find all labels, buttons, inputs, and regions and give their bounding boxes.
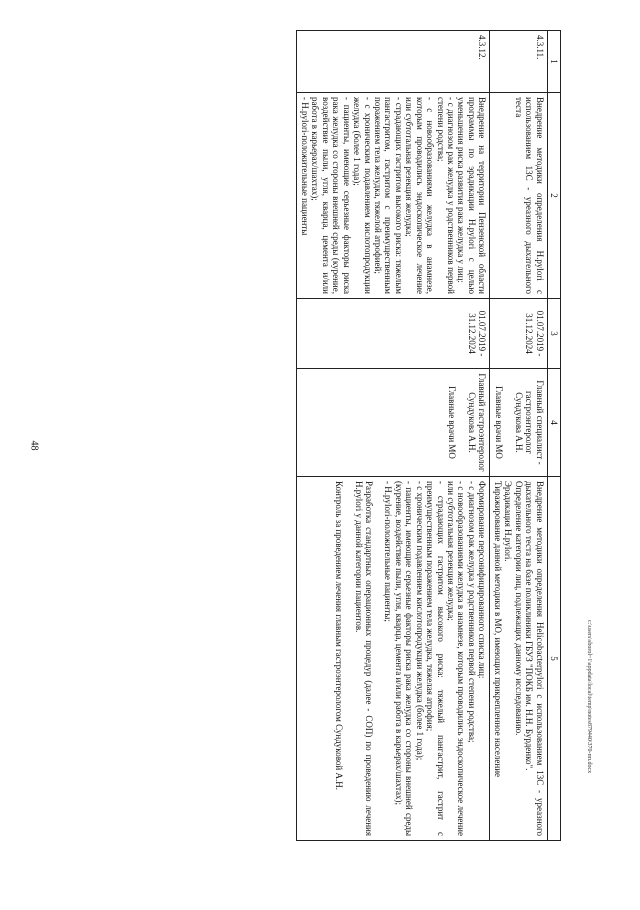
result-text: - страдающих гастритом высокого риска: тяжелый пангастрит, гастрит с преимущественным поражением тела желудка, тяжелая атрофия;	[425, 481, 446, 836]
result-text: Определение категории лиц, подлежащих данному исследованию.	[513, 481, 524, 736]
header-cell: 3	[547, 299, 560, 369]
row-number: 4.3.11.	[490, 31, 547, 93]
result-text: - с диагнозом рак желудка у родственников первой степени родства;	[466, 481, 477, 743]
measure-text: - с новообразованиями желудка в анамнезе, которым проводились эндоскопическое лечение или субтотальная резекция желудка;	[404, 97, 436, 294]
responsible-text: Главные врачи МО	[494, 386, 505, 459]
measure-text: Внедрение на территории Пензенской области программы по эрадикации H.pylori с целью уменьшения риска развития рака желудка у лиц:	[456, 97, 488, 294]
table-row	[490, 31, 547, 841]
result-cell	[297, 477, 490, 841]
responsible-text: Главные врачи МО	[447, 386, 458, 459]
measure-text: - с хроническим подавлением кислотопродукции желудка (более 1 года);	[352, 97, 373, 294]
result-text: Формирование персонифицированного списка лиц:	[477, 481, 488, 679]
rotated-page-content	[101, 30, 561, 840]
page-number: 48	[28, 440, 40, 451]
result-text: - с новообразованиями желудка в анамнезе, которым проводились эндоскопическое лечение или субтотальная резекция желудка;	[446, 481, 467, 836]
result-text: Разработка стандартных операционных процедур (далее - СОП) по проведению лечения H.pylori у данной категории пациентов.	[353, 481, 374, 836]
measure-text: Внедрение методики определения H.pylori с использованием 13С - уреазного дыхательного теста	[513, 97, 545, 294]
measure-cell	[297, 93, 490, 299]
header-cell: 4	[547, 369, 560, 477]
footer-file-path: c:\users\sborol~1\appdata\local\temp\notes879440\370-пп.docx	[586, 620, 592, 774]
measure-text: - страдающих гастритом высокого риска: тяжелым пангастритом, гастритом с преимущественным поражением тела желудка, тяжелой атрофией;	[373, 97, 404, 294]
period-cell: 01.07.2019 - 31.12.2024	[297, 299, 490, 369]
responsible-cell	[490, 369, 547, 477]
result-cell	[490, 477, 547, 841]
result-text: - с хроническим подавлением кислотопродукции желудка (более 1 года);	[414, 481, 425, 761]
result-text: Внедрение методики определения Helicobacterpylori с использованием 13С - уреазного дыхательного теста на базе поликлиники ГБУЗ "ПОКБ им. Н.Н. Бурденко".	[524, 481, 545, 836]
plan-table	[297, 30, 562, 841]
responsible-cell	[297, 369, 490, 477]
result-text: Тиражирование данной методики в МО, имеющих прикрепленное население	[492, 481, 503, 778]
header-cell: 5	[547, 477, 560, 841]
result-text: - пациенты, имеющие серьезные факторы риска рака желудка со стороны внешней среды (курение, воздействие пыли, угля, кварца, цемента и/или работа в карьерах/шахтах);	[393, 481, 415, 836]
result-text: - H.pylori-положительные пациенты;	[383, 481, 394, 622]
table-row	[297, 31, 490, 841]
result-text: Эрадикация H.pylori.	[503, 481, 514, 562]
period-cell: 01.07.2019 - 31.12.2024	[490, 299, 547, 369]
header-cell: 2	[547, 93, 560, 299]
measure-text: - пациенты, имеющие серьезные факторы риска рака желудка со стороны внешней среды (курение, воздействие пыли, угля, кварца, цемента и/или работа в карьерах/шахтах);	[310, 97, 352, 294]
measure-text: - H.pylori-положительные пациенты	[299, 97, 310, 236]
table-header-row	[547, 31, 560, 841]
responsible-text: Главный специалист - гастроэнтеролог Сундукова А.Н.	[513, 380, 545, 465]
header-cell: 1	[547, 31, 560, 93]
result-text: Контроль за проведением лечения главным гастроэнтерологом Сундуковой А.Н.	[334, 481, 345, 790]
row-number: 4.3.12.	[297, 31, 490, 93]
measure-text: - с диагнозом рак желудка у родственников первой степени родства;	[435, 97, 457, 294]
measure-cell	[490, 93, 547, 299]
responsible-text: Главный гастроэнтеролог Сундукова А.Н.	[466, 373, 488, 472]
